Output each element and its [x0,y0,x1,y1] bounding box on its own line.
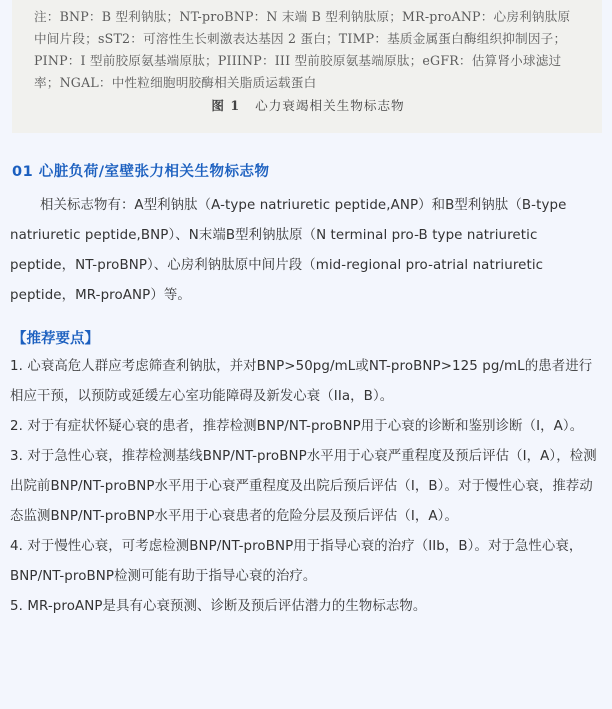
section-title: 01 心脏负荷/室壁张力相关生物标志物 [12,164,270,180]
recommendation-item: 4. 对于慢性心衰，可考虑检测BNP/NT-proBNP用于指导心衰的治疗（IIb，B）。对于急性心衰，BNP/NT-proBNP检测可能有助于指导心衰的治疗。 [10,539,583,584]
figure-label: 图 1 [211,98,241,113]
recommendation-item: 2. 对于有症状怀疑心衰的患者，推荐检测BNP/NT-proBNP用于心衰的诊断和鉴别诊断（I，A）。 [10,419,584,434]
recommendation-item: 3. 对于急性心衰，推荐检测基线BNP/NT-proBNP水平用于心衰严重程度及预后评估（I，A），检测出院前BNP/NT-proBNP水平用于心衰严重程度及出院后预后评估（I，B）。对于慢性心衰，推荐动态监测BNP/NT-proBNP水平用于心衰患者的危险分层及预后评估（I，A）。 [10,449,597,524]
recommendations-list [10,352,604,622]
figure-caption-box [12,0,602,133]
recommendation-item: 5. MR-proANP是具有心衰预测、诊断及预后评估潜力的生物标志物。 [10,599,427,614]
figure-title-text: 心力衰竭相关生物标志物 [255,98,405,113]
figure-note: 注：BNP：B 型利钠肽；NT-proBNP：N 末端 B 型利钠肽原；MR-proANP：心房利钠肽原中间片段；sST2：可溶性生长刺激表达基因 2 蛋白；TIMP：基质金属蛋白酶组织抑制因子；PINP：I 型前胶原氨基端原肽；PIIINP：III 型前胶原氨基端原肽；eGFR：估算肾小球滤过率；NGAL：中性粒细胞明胶酶相关脂质运载蛋白 [34,9,571,90]
recommendation-item: 1. 心衰高危人群应考虑筛查利钠肽，并对BNP>50pg/mL或NT-proBNP>125 pg/mL的患者进行相应干预，以预防或延缓左心室功能障碍及新发心衰（IIa，B）。 [10,359,593,404]
article-content [10,160,604,622]
figure-title [34,95,582,114]
recommendations-title: 【推荐要点】 [12,331,99,347]
section-paragraph: 相关标志物有：A型利钠肽（A-type natriuretic peptide,ANP）和B型利钠肽（B-type natriuretic peptide,BNP）、N末端B型利钠肽原（N terminal pro-B type natriuretic peptide，NT-proBNP）、心房利钠肽原中间片段（mid-regional pro-atrial natriuretic peptide，MR-proANP）等。 [10,198,567,303]
